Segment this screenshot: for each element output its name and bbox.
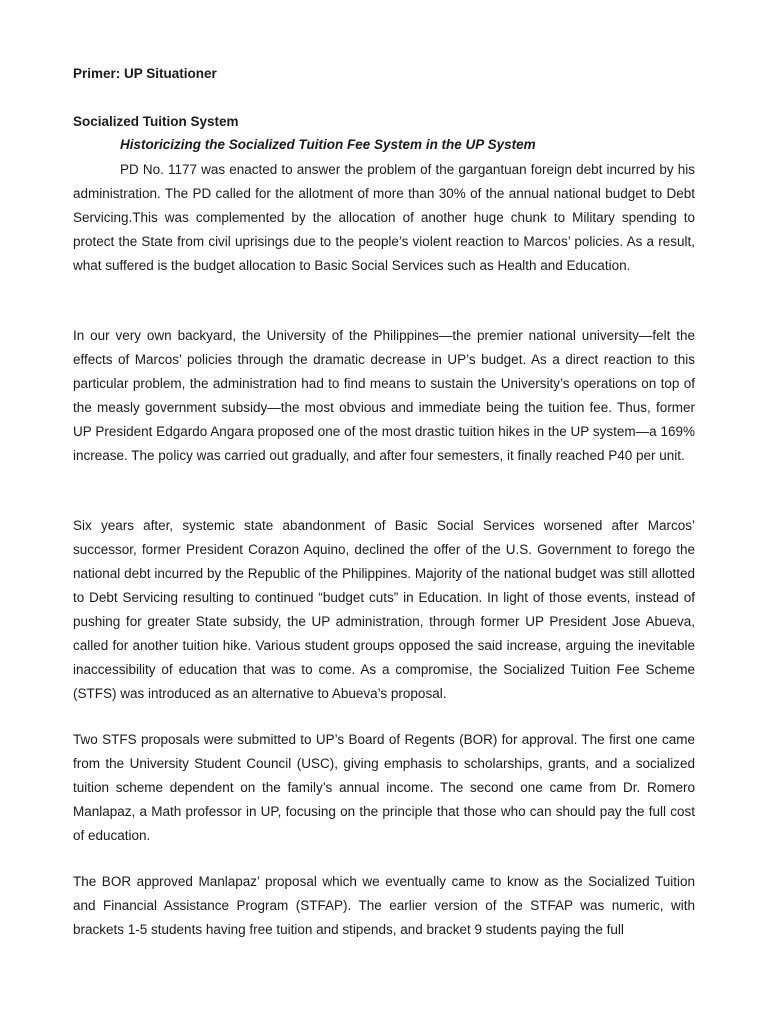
paragraph-pd-1177: PD No. 1177 was enacted to answer the problem of the gargantuan foreign debt incurred by his administration. The PD called for the allotment of more than 30% of the annual national budget to Debt Servicing.This was complemented by the allocation of another huge chunk to Military spending to protect the State from civil uprisings due to the people’s violent reaction to Marcos’ policies. As a result, what suffered is the budget allocation to Basic Social Services such as Health and Education. [73,162,695,273]
paragraph-stfap: The BOR approved Manlapaz’ proposal which we eventually came to know as the Socialized Tuition and Financial Assistance Program (STFAP). The earlier version of the STFAP was numeric, with brackets 1-5 students having free tuition and stipends, and bracket 9 students paying the full [73,874,695,937]
paragraph-aquino-era: Six years after, systemic state abandonment of Basic Social Services worsened after Marcos’ successor, former President Corazon Aquino, declined the offer of the U.S. Government to forego the national debt incurred by the Republic of the Philippines. Majority of the national budget was still allotted to Debt Servicing resulting to continued “budget cuts” in Education. In light of those events, instead of pushing for greater State subsidy, the UP administration, through former UP President Jose Abueva, called for another tuition hike. Various student groups opposed the said increase, arguing the inevitable inaccessibility of education that was to come. As a compromise, the Socialized Tuition Fee Scheme (STFS) was introduced as an alternative to Abueva’s proposal. [73,518,695,701]
paragraph-up-budget: In our very own backyard, the University of the Philippines—the premier national university—felt the effects of Marcos’ policies through the dramatic decrease in UP’s budget. As a direct reaction to this particular problem, the administration had to find means to sustain the University’s operations on top of the measly government subsidy—the most obvious and immediate being the tuition fee. Thus, former UP President Edgardo Angara proposed one of the most drastic tuition hikes in the UP system—a 169% increase. The policy was carried out gradually, and after four semesters, it finally reached P40 per unit. [73,328,695,463]
section-subheading: Historicizing the Socialized Tuition Fee System in the UP System [120,137,536,152]
section-heading: Socialized Tuition System [73,114,239,129]
document-title: Primer: UP Situationer [73,66,217,81]
paragraph-stfs-proposals: Two STFS proposals were submitted to UP’s Board of Regents (BOR) for approval. The first one came from the University Student Council (USC), giving emphasis to scholarships, grants, and a socialized tuition scheme dependent on the family’s annual income. The second one came from Dr. Romero Manlapaz, a Math professor in UP, focusing on the principle that those who can should pay the full cost of education. [73,732,695,843]
